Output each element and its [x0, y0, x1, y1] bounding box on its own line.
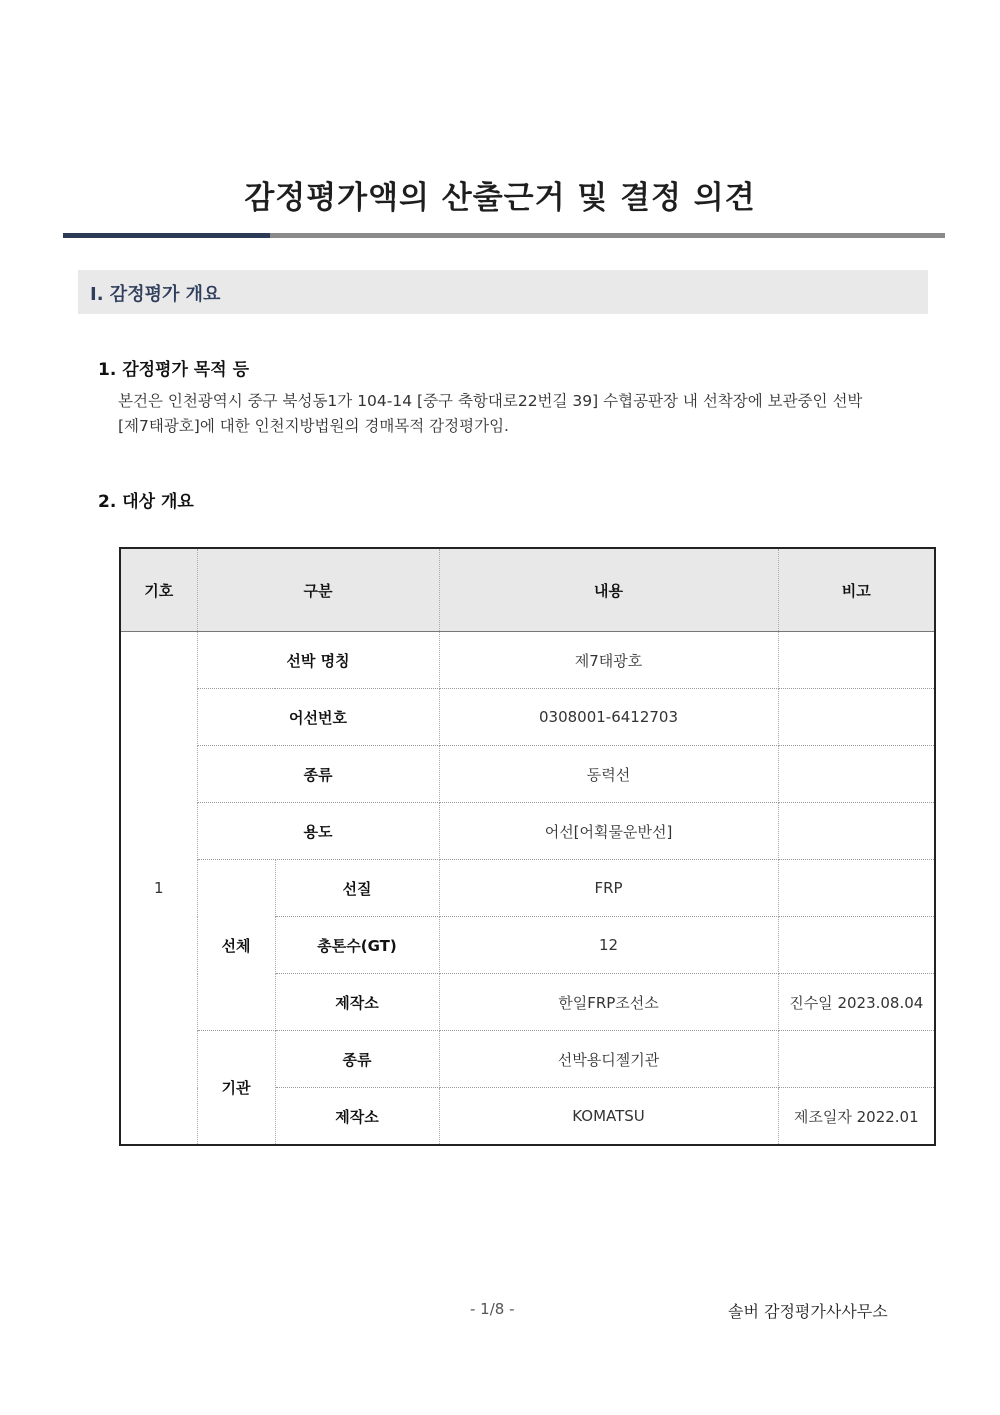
row-value: 어선[어획물운반선] — [439, 803, 778, 860]
overview-table — [119, 547, 936, 1146]
row-value: 선박용디젤기관 — [439, 1031, 778, 1088]
header-category: 구분 — [197, 548, 439, 632]
row-value: FRP — [439, 860, 778, 917]
table-row — [120, 689, 935, 746]
row-label: 선박 명칭 — [197, 632, 439, 689]
row-value: KOMATSU — [439, 1088, 778, 1146]
row-label: 용도 — [197, 803, 439, 860]
row-note — [778, 746, 935, 803]
row-value: 제7태광호 — [439, 632, 778, 689]
subsection-heading-overview: 2. 대상 개요 — [98, 492, 194, 512]
footer-office-name: 솔버 감정평가사사무소 — [728, 1302, 888, 1321]
section-title: Ⅰ. 감정평가 개요 — [90, 284, 221, 305]
table-row — [120, 803, 935, 860]
group-label-hull: 선체 — [197, 860, 275, 1031]
row-value: 동력선 — [439, 746, 778, 803]
row-label: 어선번호 — [197, 689, 439, 746]
row-note — [778, 689, 935, 746]
table-row — [120, 860, 935, 917]
subsection-heading-purpose: 1. 감정평가 목적 등 — [98, 360, 249, 380]
row-value: 한일FRP조선소 — [439, 974, 778, 1031]
purpose-line-2: [제7태광호]에 대한 인천지방법원의 경매목적 감정평가임. — [118, 417, 509, 435]
row-note — [778, 632, 935, 689]
row-value: 0308001-6412703 — [439, 689, 778, 746]
page-number: - 1/8 - — [470, 1300, 515, 1318]
table-row — [120, 746, 935, 803]
row-label: 선질 — [275, 860, 439, 917]
table-header-row — [120, 548, 935, 632]
row-label: 총톤수(GT) — [275, 917, 439, 974]
row-label: 제작소 — [275, 1088, 439, 1146]
header-symbol: 기호 — [120, 548, 197, 632]
header-content: 내용 — [439, 548, 778, 632]
purpose-line-1: 본건은 인천광역시 중구 북성동1가 104-14 [중구 축항대로22번길 39] 수협공판장 내 선착장에 보관중인 선박 — [118, 392, 863, 410]
row-note — [778, 1031, 935, 1088]
row-note: 진수일 2023.08.04 — [778, 974, 935, 1031]
table-row — [120, 1031, 935, 1088]
document-title: 감정평가액의 산출근거 및 결정 의견 — [244, 180, 756, 216]
row-note — [778, 860, 935, 917]
title-divider — [63, 233, 945, 238]
row-label: 제작소 — [275, 974, 439, 1031]
purpose-paragraph — [118, 389, 918, 439]
row-note: 제조일자 2022.01 — [778, 1088, 935, 1146]
header-remarks: 비고 — [778, 548, 935, 632]
row-note — [778, 803, 935, 860]
table-row — [120, 632, 935, 689]
row-value: 12 — [439, 917, 778, 974]
symbol-cell: 1 — [120, 632, 197, 1146]
row-note — [778, 917, 935, 974]
row-label: 종류 — [275, 1031, 439, 1088]
row-label: 종류 — [197, 746, 439, 803]
section-header-band — [78, 270, 928, 314]
group-label-engine: 기관 — [197, 1031, 275, 1146]
